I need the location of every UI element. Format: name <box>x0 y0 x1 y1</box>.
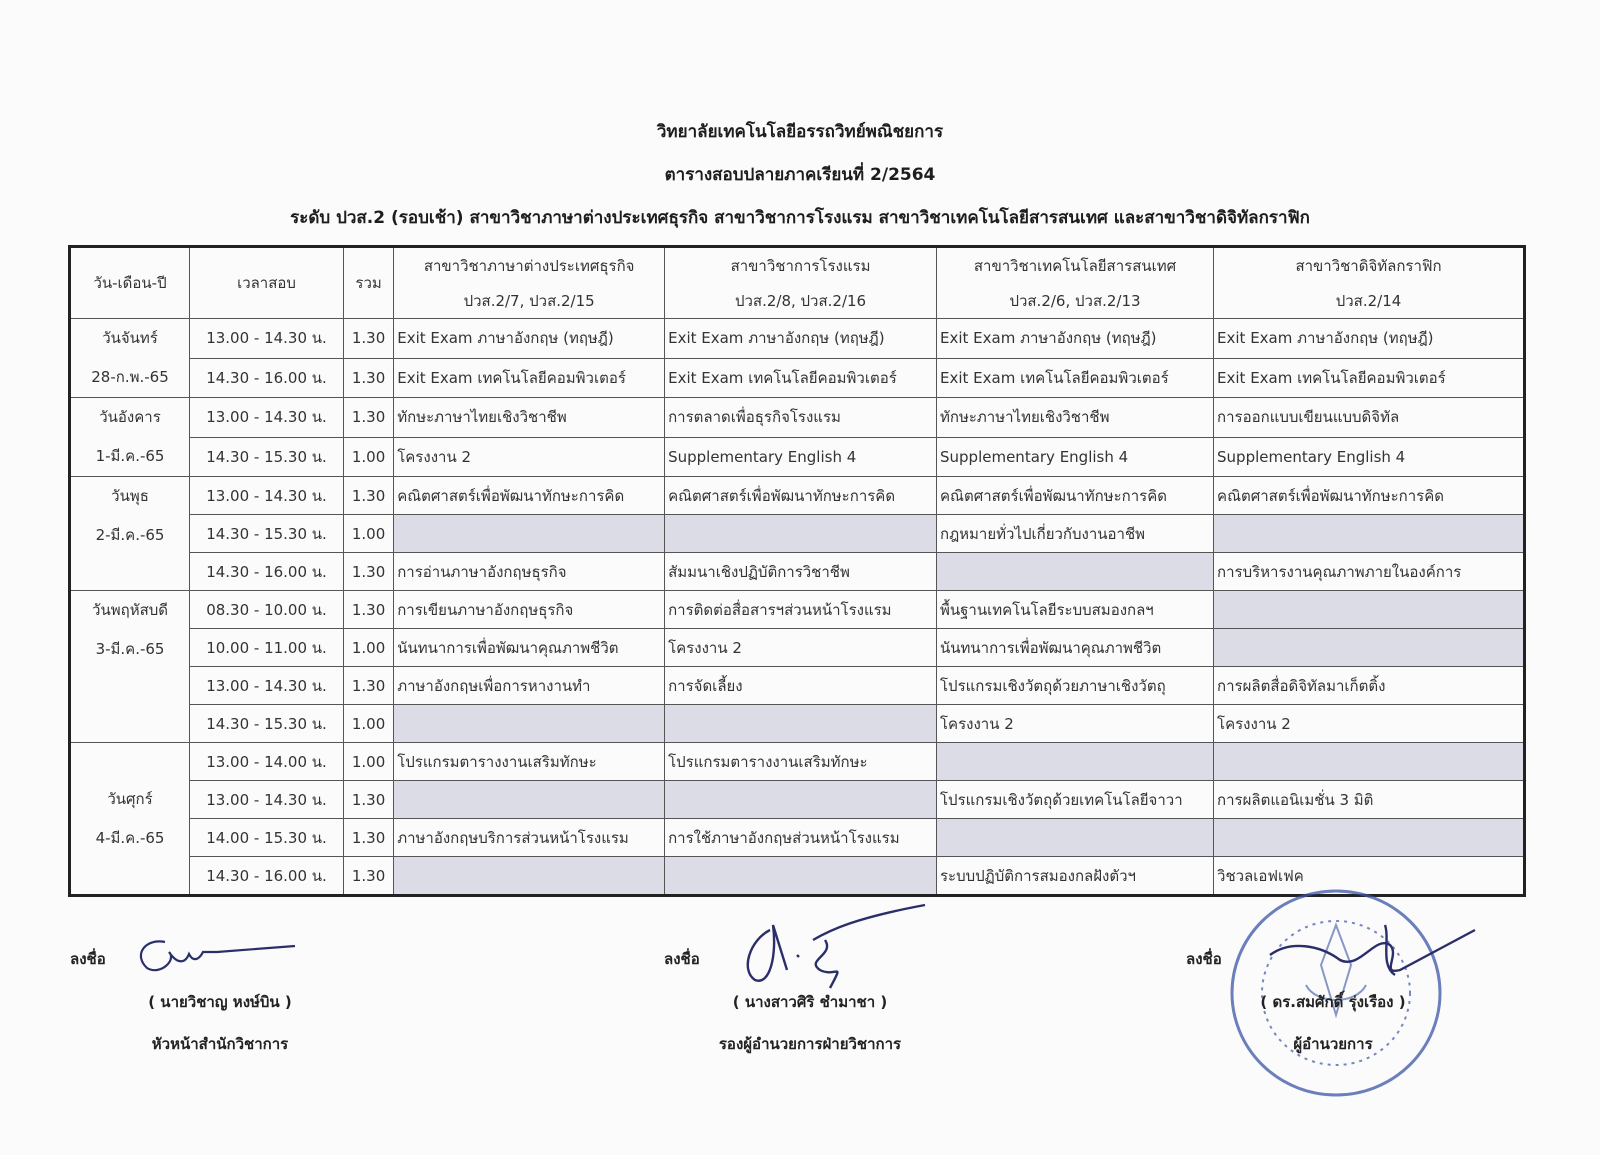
subject-cell: การออกแบบเขียนแบบดิจิทัล <box>1214 398 1525 438</box>
exam-time: 14.30 - 15.30 น. <box>190 437 344 477</box>
empty-cell <box>1214 629 1525 667</box>
subject-cell: โครงงาน 2 <box>1214 705 1525 743</box>
subject-cell: โปรแกรมเชิงวัตถุด้วยเทคโนโลยีจาวา <box>937 781 1214 819</box>
day-name: วันพฤหัสบดี <box>92 601 168 619</box>
signer-role: รองผู้อำนวยการฝ่ายวิชาการ <box>718 1035 902 1053</box>
exam-time: 13.00 - 14.30 น. <box>190 667 344 705</box>
header-major-groups: ปวส.2/14 <box>1214 283 1525 319</box>
signature-mark <box>125 930 305 980</box>
empty-cell <box>665 515 937 553</box>
header-date: วัน-เดือน-ปี <box>70 247 190 319</box>
subject-cell: Supplementary English 4 <box>1214 437 1525 477</box>
exam-duration: 1.30 <box>343 857 393 896</box>
day-cell <box>70 591 190 743</box>
table-row <box>70 477 1525 515</box>
empty-cell <box>665 781 937 819</box>
exam-time: 14.00 - 15.30 น. <box>190 819 344 857</box>
empty-cell <box>937 819 1214 857</box>
signature-mark <box>735 900 935 990</box>
table-header-row <box>70 247 1525 284</box>
subject-cell: โปรแกรมเชิงวัตถุด้วยภาษาเชิงวัตถุ <box>937 667 1214 705</box>
day-cell <box>70 398 190 477</box>
subject-cell: Supplementary English 4 <box>937 437 1214 477</box>
exam-schedule-title: ตารางสอบปลายภาคเรียนที่ 2/2564 <box>664 165 936 185</box>
signer-name: ( ดร.สมศักดิ์ รุ่งเรือง ) <box>1260 993 1406 1011</box>
table-row <box>70 437 1525 477</box>
exam-duration: 1.30 <box>343 319 393 359</box>
day-cell <box>70 319 190 398</box>
header-major-name: สาขาวิชาภาษาต่างประเทศธุรกิจ <box>394 247 665 284</box>
day-name: วันพุธ <box>111 487 149 505</box>
day-date: 4-มี.ค.-65 <box>95 828 165 847</box>
subject-cell: โครงงาน 2 <box>937 705 1214 743</box>
subject-cell: การตลาดเพื่อธุรกิจโรงแรม <box>665 398 937 438</box>
signature-label: ลงชื่อ <box>1186 950 1222 968</box>
empty-cell <box>1214 515 1525 553</box>
exam-time: 14.30 - 16.00 น. <box>190 553 344 591</box>
subject-cell: นันทนาการเพื่อพัฒนาคุณภาพชีวิต <box>394 629 665 667</box>
day-name: วันศุกร์ <box>107 789 153 808</box>
exam-time: 14.30 - 16.00 น. <box>190 358 344 398</box>
table-row <box>70 629 1525 667</box>
empty-cell <box>665 857 937 896</box>
empty-cell <box>937 743 1214 781</box>
day-date: 3-มี.ค.-65 <box>95 640 165 658</box>
subject-cell: ทักษะภาษาไทยเชิงวิชาชีพ <box>394 398 665 438</box>
subject-cell: คณิตศาสตร์เพื่อพัฒนาทักษะการคิด <box>394 477 665 515</box>
subject-cell: การบริหารงานคุณภาพภายในองค์การ <box>1214 553 1525 591</box>
subject-cell: คณิตศาสตร์เพื่อพัฒนาทักษะการคิด <box>1214 477 1525 515</box>
subject-cell: Exit Exam เทคโนโลยีคอมพิวเตอร์ <box>394 358 665 398</box>
exam-time: 13.00 - 14.30 น. <box>190 398 344 438</box>
program-level-title: ระดับ ปวส.2 (รอบเช้า) สาขาวิชาภาษาต่างประเทศธุรกิจ สาขาวิชาการโรงแรม สาขาวิชาเทคโนโลยีสารสนเทศ และสาขาวิชาดิจิทัลกราฟิก <box>290 208 1310 228</box>
empty-cell <box>1214 591 1525 629</box>
exam-time: 13.00 - 14.30 น. <box>190 319 344 359</box>
subject-cell: โครงงาน 2 <box>394 437 665 477</box>
header-major-groups: ปวส.2/6, ปวส.2/13 <box>937 283 1214 319</box>
exam-time: 13.00 - 14.30 น. <box>190 781 344 819</box>
exam-time: 14.30 - 15.30 น. <box>190 705 344 743</box>
exam-schedule-table <box>68 245 1526 897</box>
subject-cell: Exit Exam เทคโนโลยีคอมพิวเตอร์ <box>665 358 937 398</box>
subject-cell: คณิตศาสตร์เพื่อพัฒนาทักษะการคิด <box>937 477 1214 515</box>
table-row <box>70 398 1525 438</box>
signer-role: หัวหน้าสำนักวิชาการ <box>151 1035 289 1053</box>
subject-cell: การเขียนภาษาอังกฤษธุรกิจ <box>394 591 665 629</box>
subject-cell: วิชวลเอฟเฟค <box>1214 857 1525 896</box>
exam-time: 13.00 - 14.30 น. <box>190 477 344 515</box>
subject-cell: Exit Exam ภาษาอังกฤษ (ทฤษฎี) <box>937 319 1214 359</box>
day-date: 2-มี.ค.-65 <box>95 526 165 544</box>
subject-cell: การผลิตแอนิเมชั่น 3 มิติ <box>1214 781 1525 819</box>
exam-duration: 1.00 <box>343 437 393 477</box>
table-row <box>70 667 1525 705</box>
day-date: 1-มี.ค.-65 <box>95 447 165 465</box>
table-row <box>70 743 1525 781</box>
subject-cell: ทักษะภาษาไทยเชิงวิชาชีพ <box>937 398 1214 438</box>
table-row <box>70 319 1525 359</box>
exam-duration: 1.30 <box>343 553 393 591</box>
empty-cell <box>1214 743 1525 781</box>
subject-cell: กฎหมายทั่วไปเกี่ยวกับงานอาชีพ <box>937 515 1214 553</box>
empty-cell <box>394 705 665 743</box>
exam-time: 14.30 - 16.00 น. <box>190 857 344 896</box>
subject-cell: Exit Exam ภาษาอังกฤษ (ทฤษฎี) <box>1214 319 1525 359</box>
subject-cell: การติดต่อสื่อสารฯส่วนหน้าโรงแรม <box>665 591 937 629</box>
table-row <box>70 358 1525 398</box>
exam-time: 08.30 - 10.00 น. <box>190 591 344 629</box>
subject-cell: Exit Exam ภาษาอังกฤษ (ทฤษฎี) <box>394 319 665 359</box>
subject-cell: สัมมนาเชิงปฏิบัติการวิชาชีพ <box>665 553 937 591</box>
empty-cell <box>394 857 665 896</box>
subject-cell: ระบบปฏิบัติการสมองกลฝังตัวฯ <box>937 857 1214 896</box>
day-date: 28-ก.พ.-65 <box>91 368 169 386</box>
header-major-groups: ปวส.2/7, ปวส.2/15 <box>394 283 665 319</box>
table-row <box>70 781 1525 819</box>
exam-duration: 1.00 <box>343 629 393 667</box>
subject-cell: Exit Exam เทคโนโลยีคอมพิวเตอร์ <box>1214 358 1525 398</box>
header-major-name: สาขาวิชาเทคโนโลยีสารสนเทศ <box>937 247 1214 284</box>
exam-duration: 1.00 <box>343 705 393 743</box>
header-major-name: สาขาวิชาดิจิทัลกราฟิก <box>1214 247 1525 284</box>
exam-duration: 1.30 <box>343 819 393 857</box>
exam-duration: 1.30 <box>343 591 393 629</box>
exam-time: 13.00 - 14.00 น. <box>190 743 344 781</box>
empty-cell <box>937 553 1214 591</box>
empty-cell <box>1214 819 1525 857</box>
signature-mark <box>1250 915 1480 985</box>
day-cell <box>70 477 190 591</box>
table-row <box>70 705 1525 743</box>
table-row <box>70 591 1525 629</box>
exam-time: 14.30 - 15.30 น. <box>190 515 344 553</box>
college-name: วิทยาลัยเทคโนโลยีอรรถวิทย์พณิชยการ <box>656 122 944 142</box>
header-major-groups: ปวส.2/8, ปวส.2/16 <box>665 283 937 319</box>
table-row <box>70 819 1525 857</box>
subject-cell: Supplementary English 4 <box>665 437 937 477</box>
subject-cell: พื้นฐานเทคโนโลยีระบบสมองกลฯ <box>937 591 1214 629</box>
table-row <box>70 553 1525 591</box>
exam-duration: 1.00 <box>343 515 393 553</box>
empty-cell <box>394 515 665 553</box>
subject-cell: การผลิตสื่อดิจิทัลมาเก็ตติ้ง <box>1214 667 1525 705</box>
exam-duration: 1.30 <box>343 398 393 438</box>
subject-cell: โปรแกรมตารางงานเสริมทักษะ <box>394 743 665 781</box>
empty-cell <box>394 781 665 819</box>
signer-name: ( นางสาวศิริ ชำมาชา ) <box>732 993 888 1011</box>
exam-duration: 1.30 <box>343 781 393 819</box>
exam-duration: 1.30 <box>343 667 393 705</box>
header-time: เวลาสอบ <box>190 247 344 319</box>
day-name: วันอังคาร <box>99 408 161 426</box>
subject-cell: คณิตศาสตร์เพื่อพัฒนาทักษะการคิด <box>665 477 937 515</box>
exam-time: 10.00 - 11.00 น. <box>190 629 344 667</box>
day-name: วันจันทร์ <box>102 329 158 347</box>
subject-cell: Exit Exam ภาษาอังกฤษ (ทฤษฎี) <box>665 319 937 359</box>
subject-cell: ภาษาอังกฤษบริการส่วนหน้าโรงแรม <box>394 819 665 857</box>
day-cell <box>70 743 190 896</box>
signer-name: ( นายวิชาญ หงษ์บิน ) <box>148 993 292 1011</box>
signature-label: ลงชื่อ <box>70 950 106 968</box>
header-total: รวม <box>343 247 393 319</box>
subject-cell: การจัดเลี้ยง <box>665 667 937 705</box>
empty-cell <box>665 705 937 743</box>
table-row <box>70 515 1525 553</box>
subject-cell: การใช้ภาษาอังกฤษส่วนหน้าโรงแรม <box>665 819 937 857</box>
exam-duration: 1.30 <box>343 477 393 515</box>
signer-role: ผู้อำนวยการ <box>1293 1035 1373 1053</box>
exam-duration: 1.00 <box>343 743 393 781</box>
subject-cell: การอ่านภาษาอังกฤษธุรกิจ <box>394 553 665 591</box>
subject-cell: นันทนาการเพื่อพัฒนาคุณภาพชีวิต <box>937 629 1214 667</box>
subject-cell: โปรแกรมตารางงานเสริมทักษะ <box>665 743 937 781</box>
header-major-name: สาขาวิชาการโรงแรม <box>665 247 937 284</box>
exam-duration: 1.30 <box>343 358 393 398</box>
subject-cell: ภาษาอังกฤษเพื่อการหางานทำ <box>394 667 665 705</box>
subject-cell: Exit Exam เทคโนโลยีคอมพิวเตอร์ <box>937 358 1214 398</box>
signature-label: ลงชื่อ <box>664 950 700 968</box>
subject-cell: โครงงาน 2 <box>665 629 937 667</box>
table-body <box>70 319 1525 896</box>
